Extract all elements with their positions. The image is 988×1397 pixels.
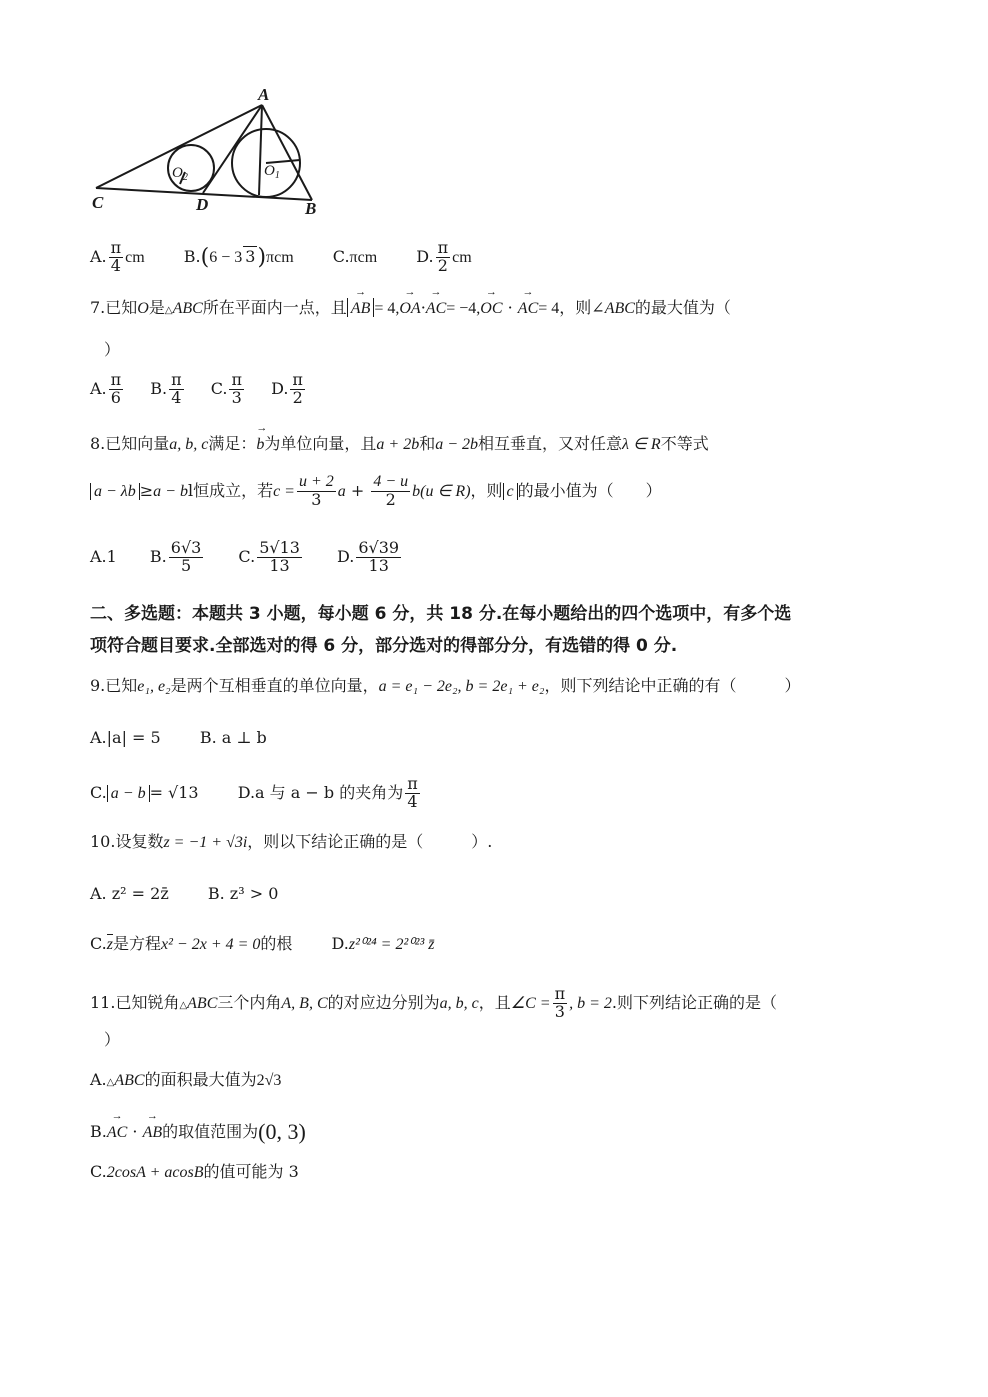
q9-option-b: B. a ⊥ b [199,728,267,747]
section-heading-line-2: 项符合题目要求.全部选对的得 6 分，部分选对的得部分分，有选错的得 0 分. [90,636,678,656]
q7-close: ） [104,340,121,359]
q11-stem: 11.已知锐角△ABC三个内角A, B, C的对应边分别为a, b, c，且∠C = $\frac{\pi}{3}$ , b = 2.则下列结论正确的是（ [90,984,777,1021]
q7-option-d: D. $\frac{\pi}{2}$ [271,370,303,407]
label-o1: $O_1$ [264,163,280,181]
edge-ab [262,105,312,200]
q9-options-cd [90,776,456,811]
q10-stem: 10.设复数z = −1 + √3i，则以下结论正确的是（ ）. [90,832,493,851]
q8-option-c: C. $\frac{5√13}{13}$ [238,538,300,575]
label-o2: $O_2$ [172,165,188,183]
q8-options [90,540,437,575]
q10-option-d: D.z²⁰²⁴ = 2²⁰²³ z̄ [331,934,435,953]
q6-option-d: D. $\frac{\pi}{2}$ cm [416,238,472,275]
q7-option-c: C. $\frac{\pi}{3}$ [210,370,242,407]
q8-option-d: D. $\frac{6√39}{13}$ [337,538,400,575]
q9-options-ab [90,726,301,750]
q7-stem: 7.已知O是△ABC所在平面内一点，且→ AB = 4,→ OA·→ AC= −4,→ OC · → AC= 4，则∠ABC的最大值为（ [90,296,731,323]
q6-options [90,240,506,275]
q6-option-b: B.(6 − 3 3)πcm [183,244,294,270]
q6-option-a: A. $\frac{\pi}{4}$ cm [90,238,145,275]
label-c: C [92,193,104,212]
q9-stem: 9.已知e₁, e₂是两个互相垂直的单位向量，a = e₁ − 2e₂, b = 2e₁ + e₂，则下列结论中正确的有（ ） [90,676,801,695]
q8-stem-2: a − λb ≥a − bl恒成立，若c = $\frac{u + 2}{3}$ a + $\frac{4 - u}{2}$ b(u ∈ R)，则 c 的最小值为（ ） [90,474,662,509]
label-d: D [196,195,209,214]
label-b: B [305,199,317,218]
edge-ad-inner [259,105,262,195]
q7-option-b: B. $\frac{\pi}{4}$ [150,370,182,407]
q10-options-cd [90,932,468,957]
q10-option-a: A. z² = 2z̄ [90,884,169,903]
q7-option-a: A. $\frac{\pi}{6}$ [90,370,122,407]
q10-option-b: B. z³ > 0 [207,884,279,903]
q11-option-a: A.△ABC的面积最大值为2√3 [90,1070,282,1089]
q8-stem-1: 8.已知向量a, b, c满足：→ b为单位向量，且a + 2b和a − 2b相互垂直，又对任意λ ∈ R不等式 [90,432,709,457]
q9-option-a: A.|a| = 5 [90,728,161,747]
q11-option-c: C.2cosA + acosB的值可能为 3 [90,1162,299,1181]
section-heading-line-1: 二、多选题：本题共 3 小题，每小题 6 分，共 18 分.在每小题给出的四个选项中，有多个选 [90,604,792,624]
q10-option-c: C.z是方程x² − 2x + 4 = 0的根 [90,932,292,957]
label-a: A [258,85,270,104]
q11-close: ） [104,1030,121,1049]
triangle-figure [0,0,988,230]
q9-option-c: C. a − b = √13 [90,782,199,802]
q9-option-d: D.a 与 a − b 的夹角为 $\frac{\pi}{4}$ [237,774,418,811]
q8-option-b: B. $\frac{6√3}{5}$ [149,538,202,575]
q8-option-a: A.1 [90,546,117,566]
q10-options-ab [90,882,312,906]
q6-option-c: C.πcm [332,246,378,266]
q11-option-b: B.→ AC · → AB的取值范围为(0, 3) [90,1120,306,1145]
q7-options [90,372,341,407]
